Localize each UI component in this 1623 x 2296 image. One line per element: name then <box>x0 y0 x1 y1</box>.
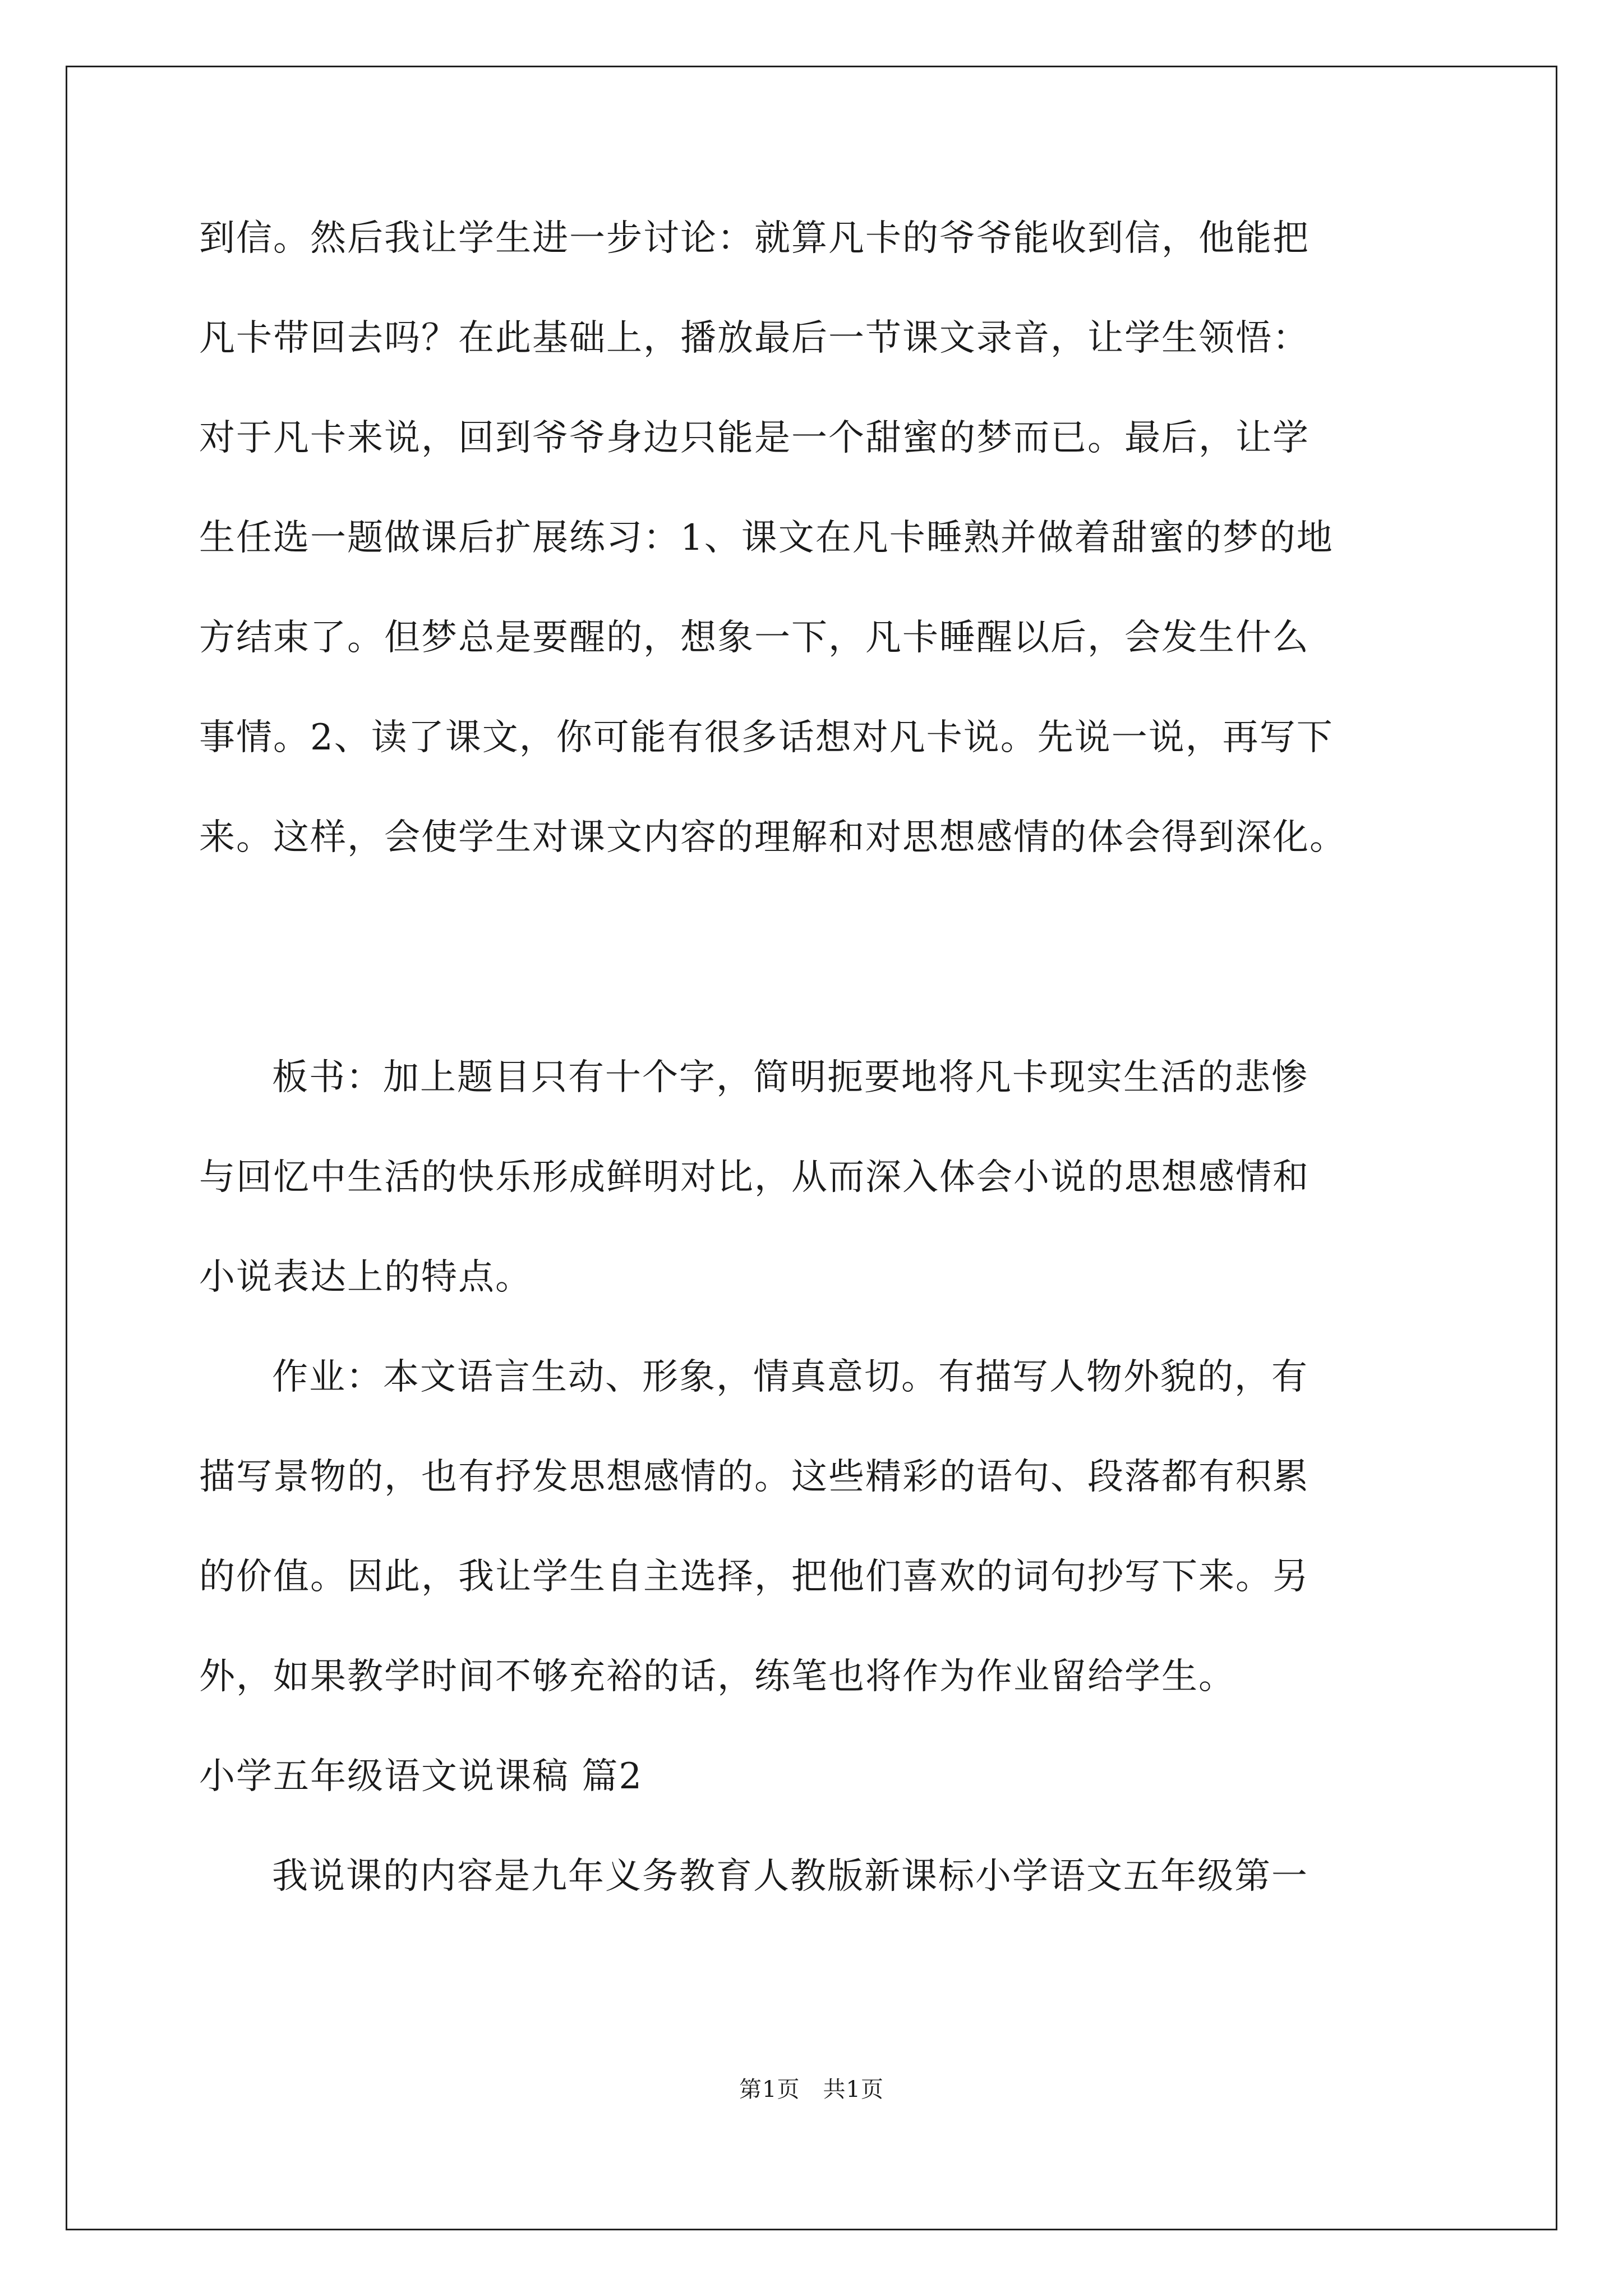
text-line: 我说课的内容是九年义务教育人教版新课标小学语文五年级第一 <box>272 1856 1308 1897</box>
text-line: 板书：加上题目只有十个字，简明扼要地将凡卡现实生活的悲惨 <box>272 1057 1308 1098</box>
text-line: 小说表达上的特点。 <box>199 1257 532 1298</box>
text-line: 来。这样，会使学生对课文内容的理解和对思想感情的体会得到深化。 <box>199 817 1347 858</box>
page-number-footer: 第1页 共1页 <box>739 2077 884 2102</box>
section-heading: 小学五年级语文说课稿 篇2 <box>199 1756 643 1797</box>
text-line: 到信。然后我让学生进一步讨论：就算凡卡的爷爷能收到信，他能把 <box>199 218 1310 259</box>
text-line: 方结束了。但梦总是要醒的，想象一下，凡卡睡醒以后，会发生什么 <box>199 617 1310 659</box>
text-line: 描写景物的，也有抒发思想感情的。这些精彩的语句、段落都有积累 <box>199 1456 1310 1498</box>
text-line: 作业：本文语言生动、形象，情真意切。有描写人物外貌的，有 <box>272 1356 1308 1398</box>
text-line: 对于凡卡来说，回到爷爷身边只能是一个甜蜜的梦而已。最后，让学 <box>199 417 1310 459</box>
text-line: 的价值。因此，我让学生自主选择，把他们喜欢的词句抄写下来。另 <box>199 1556 1310 1598</box>
text-line: 凡卡带回去吗？在此基础上，播放最后一节课文录音，让学生领悟： <box>199 318 1310 359</box>
text-line: 外，如果教学时间不够充裕的话，练笔也将作为作业留给学生。 <box>199 1656 1235 1697</box>
page-border <box>66 66 1557 2230</box>
text-line: 与回忆中生活的快乐形成鲜明对比，从而深入体会小说的思想感情和 <box>199 1157 1310 1198</box>
text-line: 事情。2、读了课文，你可能有很多话想对凡卡说。先说一说，再写下 <box>199 717 1334 758</box>
text-line: 生任选一题做课后扩展练习：1、课文在凡卡睡熟并做着甜蜜的梦的地 <box>199 517 1334 559</box>
